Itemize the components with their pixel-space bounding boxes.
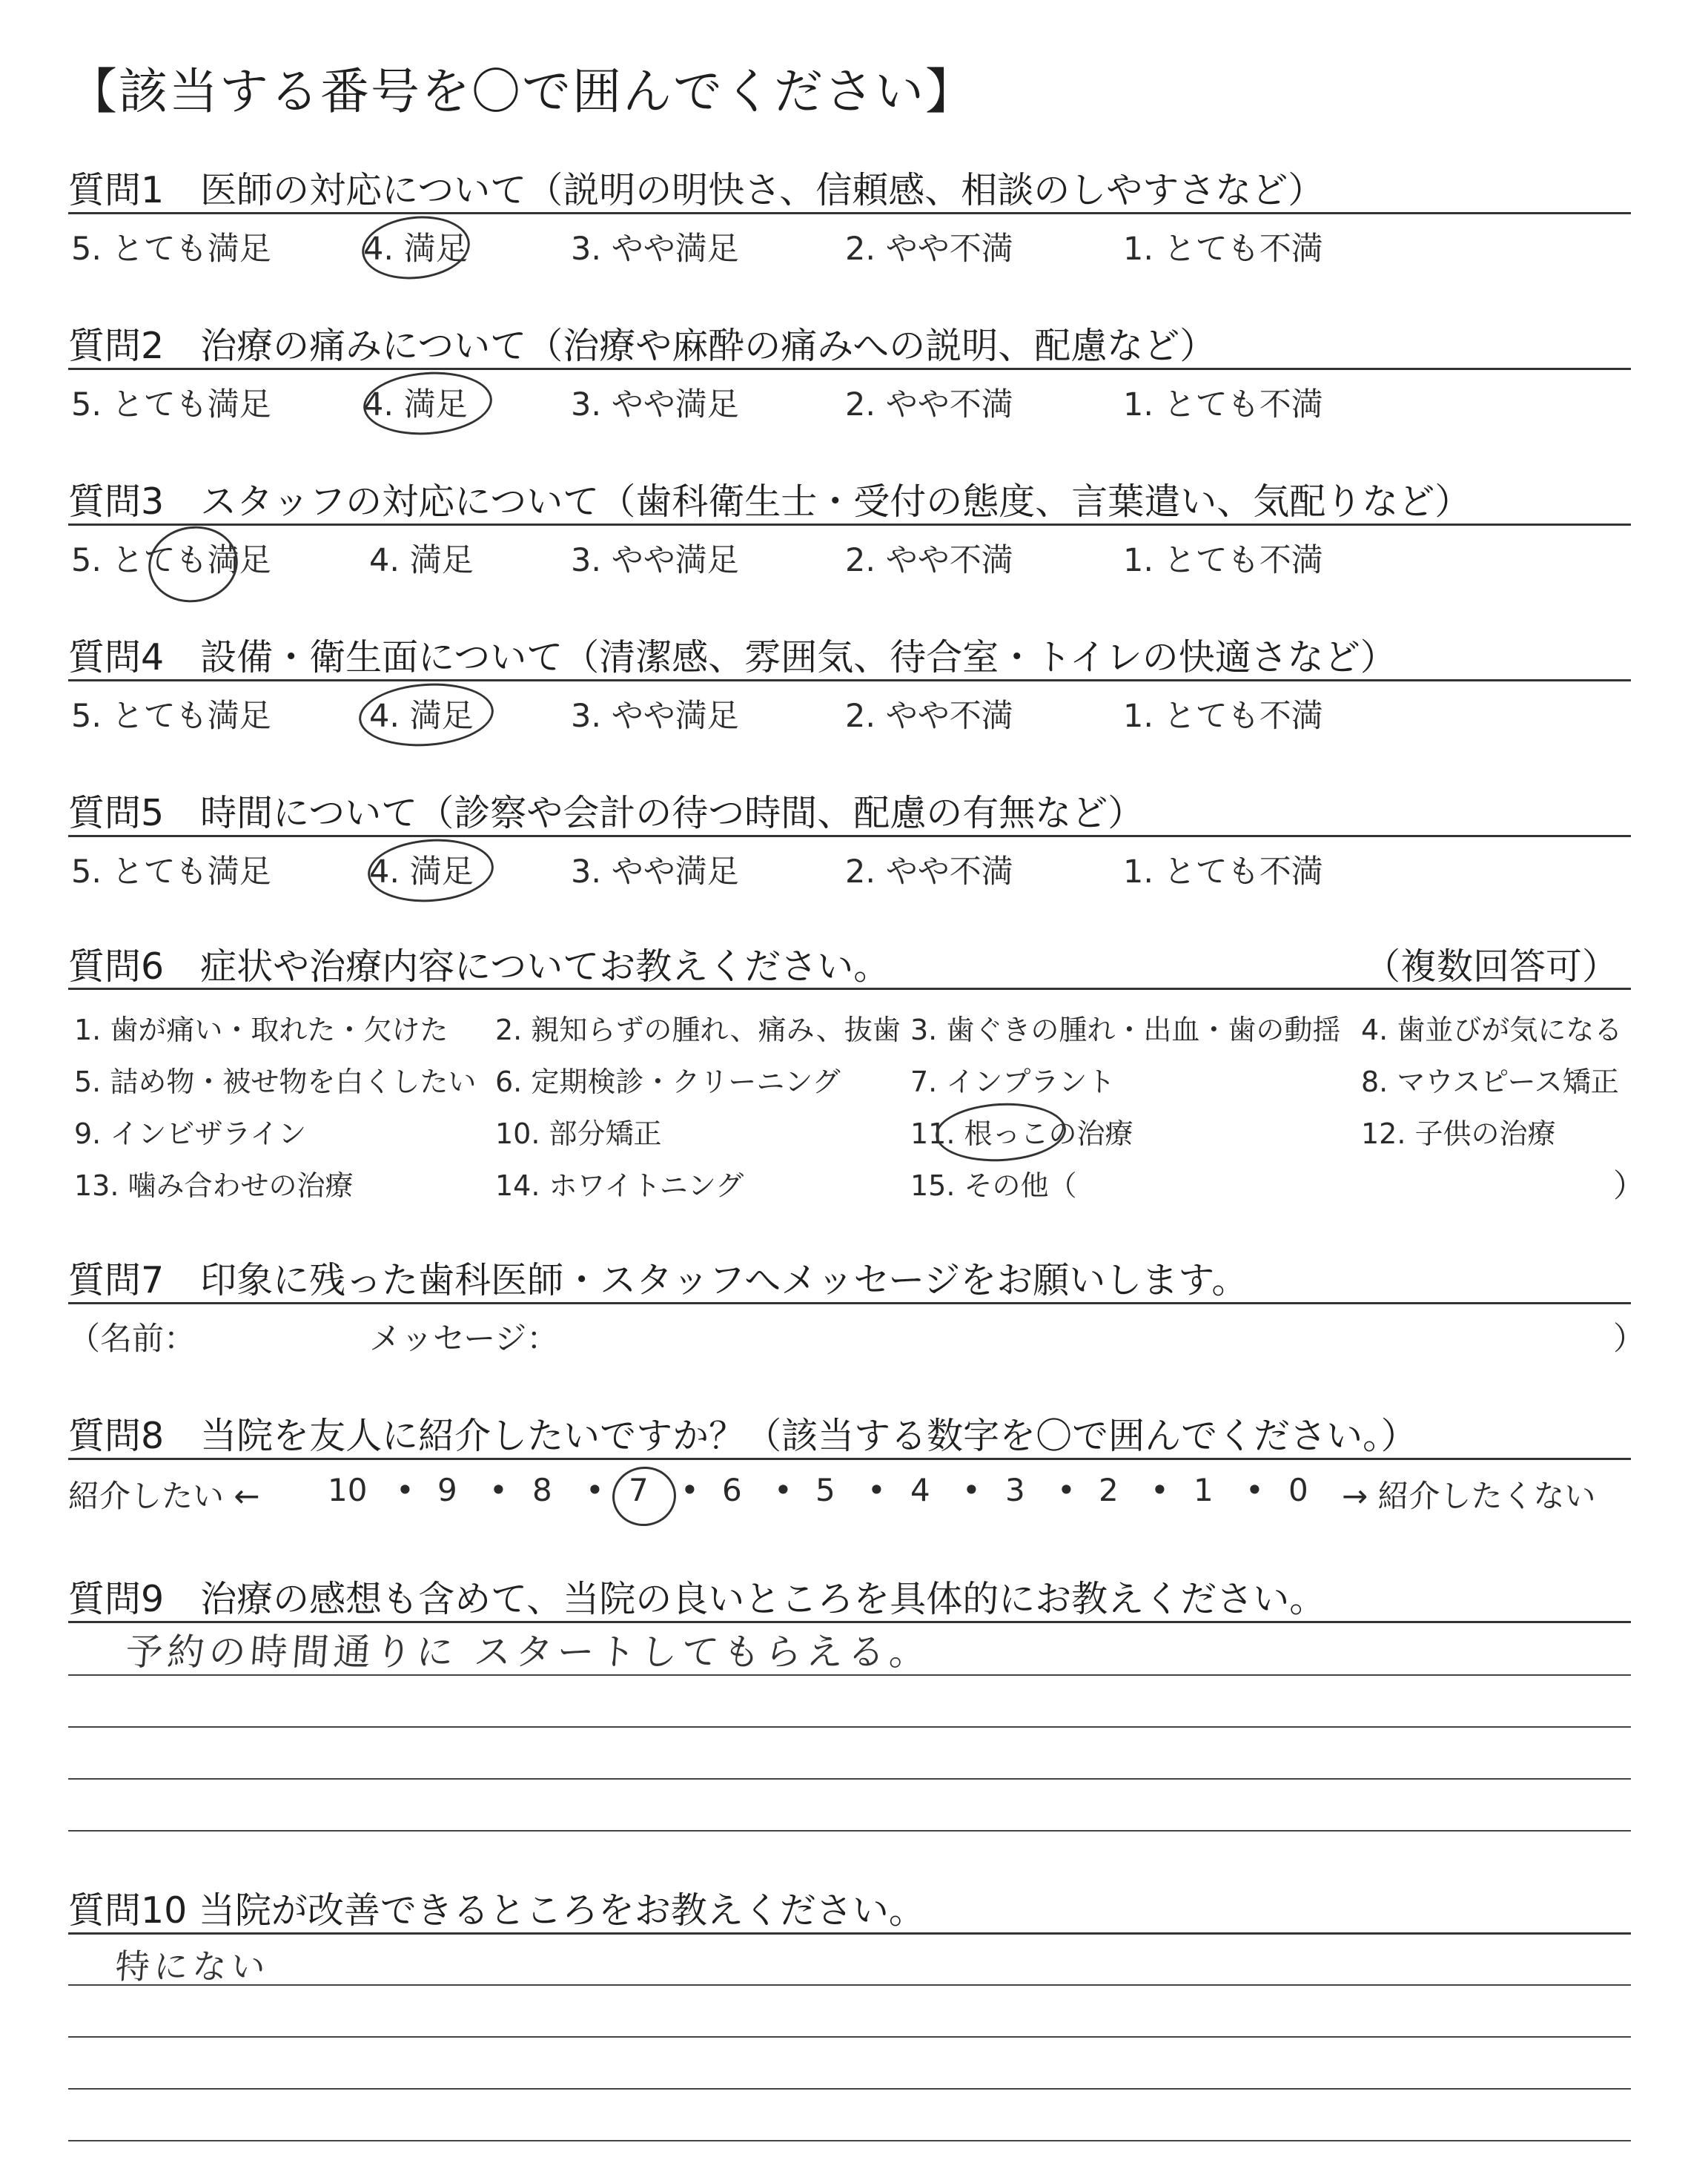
symptom-option[interactable]: 1. 歯が痛い・取れた・欠けた	[74, 1014, 448, 1046]
option-very-dissatisfied[interactable]: 1. とても不満	[1123, 386, 1323, 423]
symptom-option[interactable]: 9. インビザライン	[74, 1117, 307, 1150]
question-3-title: 質問3 スタッフの対応について（歯科衛生士・受付の態度、言葉遣い、気配りなど）	[68, 480, 1472, 523]
option-somewhat-dissatisfied[interactable]: 2. やや不満	[845, 542, 1013, 579]
answer-line	[68, 1674, 1631, 1676]
divider	[68, 835, 1631, 837]
option-satisfied[interactable]: 4. 満足	[369, 542, 474, 579]
symptom-option[interactable]: 12. 子供の治療	[1361, 1117, 1556, 1150]
answer-line	[68, 1984, 1631, 1986]
option-very-satisfied[interactable]: 5. とても満足	[71, 698, 271, 735]
close-paren: ）	[1613, 1168, 1645, 1205]
divider	[68, 679, 1631, 681]
symptom-option[interactable]: 10. 部分矯正	[495, 1117, 662, 1150]
scale-value[interactable]: 0	[1288, 1472, 1308, 1508]
answer-line	[68, 2140, 1631, 2141]
selection-circle	[934, 1100, 1068, 1164]
symptom-option[interactable]: 5. 詰め物・被せ物を白くしたい	[74, 1066, 477, 1098]
symptom-option[interactable]: 11. 根っこの治療	[910, 1117, 1133, 1150]
option-satisfied[interactable]: 4. 満足	[369, 698, 474, 735]
option-somewhat-dissatisfied[interactable]: 2. やや不満	[845, 853, 1013, 891]
answer-line	[68, 1726, 1631, 1728]
option-somewhat-satisfied[interactable]: 3. やや満足	[571, 853, 739, 891]
option-very-dissatisfied[interactable]: 1. とても不満	[1123, 853, 1323, 891]
option-somewhat-dissatisfied[interactable]: 2. やや不満	[845, 386, 1013, 423]
message-label: メッセージ：	[369, 1321, 559, 1358]
option-very-satisfied[interactable]: 5. とても満足	[71, 231, 271, 268]
option-satisfied[interactable]: 4. 満足	[363, 386, 468, 423]
selection-circle	[357, 679, 495, 750]
question-9-title: 質問9 治療の感想も含めて、当院の良いところを具体的にお教えください。	[68, 1578, 1326, 1620]
option-somewhat-dissatisfied[interactable]: 2. やや不満	[845, 698, 1013, 735]
question-10-title: 質問10 当院が改善できるところをお教えください。	[68, 1889, 925, 1932]
option-somewhat-satisfied[interactable]: 3. やや満足	[571, 698, 739, 735]
symptom-option[interactable]: 6. 定期検診・クリーニング	[495, 1066, 841, 1098]
option-somewhat-satisfied[interactable]: 3. やや満足	[571, 542, 739, 579]
question-1-title: 質問1 医師の対応について（説明の明快さ、信頼感、相談のしやすさなど）	[68, 169, 1325, 211]
scale-value[interactable]: 1	[1194, 1472, 1214, 1508]
divider	[68, 368, 1631, 370]
option-very-satisfied[interactable]: 5. とても満足	[71, 386, 271, 423]
option-somewhat-dissatisfied[interactable]: 2. やや不満	[845, 231, 1013, 268]
multiple-answers-note: （複数回答可）	[1364, 945, 1619, 988]
divider	[68, 1932, 1631, 1935]
handwritten-answer: 予約の時間通りに スタートしてもらえる。	[124, 1631, 933, 1674]
option-somewhat-satisfied[interactable]: 3. やや満足	[571, 231, 739, 268]
selection-circle	[365, 835, 495, 906]
symptom-option[interactable]: 13. 噛み合わせの治療	[74, 1169, 354, 1202]
selection-circle	[359, 211, 473, 285]
answer-line	[68, 1830, 1631, 1832]
scale-value[interactable]: 5	[815, 1472, 835, 1508]
selection-circle	[361, 368, 494, 439]
divider	[68, 212, 1631, 214]
question-6-title: 質問6 症状や治療内容についてお教えください。	[68, 945, 890, 988]
answer-line	[68, 2088, 1631, 2090]
divider	[68, 988, 1631, 990]
selection-circle	[609, 1462, 680, 1530]
divider	[68, 1302, 1631, 1304]
selection-circle	[142, 519, 244, 609]
symptom-option[interactable]: 8. マウスピース矯正	[1361, 1066, 1619, 1098]
scale-value[interactable]: 10	[328, 1472, 368, 1508]
scale-value[interactable]: 4	[910, 1472, 930, 1508]
option-very-satisfied[interactable]: 5. とても満足	[71, 542, 271, 579]
scale-left-label: 紹介したい ←	[68, 1478, 260, 1514]
scale-value[interactable]: 3	[1005, 1472, 1025, 1508]
survey-page: 【該当する番号を〇で囲んでください】 質問1 医師の対応について（説明の明快さ、信頼感、相談のしやすさなど） 5. とても満足 4. 満足 3. やや満足 2. やや不満 1. とても不満 質問2 治療の痛みについて（治療や麻酔の痛みへの説明、配慮など） 5. とても満足 4. 満足 3. やや満足 2. やや不満 1. とても不満 質問3 スタッフの対応について（歯科衛生士・受付の態度、言葉遣い、気配りなど） 5. とても満足 4. 満足 3. やや満足 2. やや不満 1. とても不満 質問4 設備・衛生面について（清潔感、雰囲気、待合室・トイレの快適さなど） 5. とても満足 4. 満足 3. やや満足 2. やや不満 1. とても不満 質問5 時間について（診察や会計の待つ時間、配慮の有無など） 5. とても満足 4. 満足 3. やや満足 2. やや不満 1. とても不満 質問6 症状や治療内容についてお教えください。 （複数回答可） 1. 歯が痛い・取れた・欠けた 2. 親知らずの腫れ、痛み、抜歯 3. 歯ぐきの腫れ・出血・歯の動揺 4. 歯並びが気になる 5. 詰め物・被せ物を白くしたい 6. 定期検診・クリーニング 7. インプラント 8. マウスピース矯正 9. インビザライン 10. 部分矯正 11. 根っこの治療 12. 子供の治療 13. 噛み合わせの治療 14. ホワイトニング 15. その他（ ） 質問7 印象に残った歯科医師・スタッフへメッセージをお願いします。 （名前： メッセージ： ） 質問8 当院を友人に紹介したいですか？（該当する数字を〇で囲んでください。） 紹介したい ← 10 • 9 • 8 • 7 • 6 • 5 • 4 • 3 • 2 • 1 • 0 → 紹介したくない 質問9 治療の感想も含めて、当院の良いところを具体的にお教えください。 予約の時間通りに スタートしてもらえる。 質問10 当院が改善できるところをお教えください。 特にない	[0, 0, 1708, 2160]
scale-right-label: → 紹介したくない	[1342, 1478, 1596, 1514]
symptom-option[interactable]: 3. 歯ぐきの腫れ・出血・歯の動揺	[910, 1014, 1341, 1046]
scale-value[interactable]: 2	[1099, 1472, 1119, 1508]
option-very-satisfied[interactable]: 5. とても満足	[71, 853, 271, 891]
divider	[68, 524, 1631, 526]
question-8-title: 質問8 当院を友人に紹介したいですか？（該当する数字を〇で囲んでください。）	[68, 1415, 1417, 1457]
option-satisfied[interactable]: 4. 満足	[363, 231, 468, 268]
question-2-title: 質問2 治療の痛みについて（治療や麻酔の痛みへの説明、配慮など）	[68, 325, 1217, 367]
option-very-dissatisfied[interactable]: 1. とても不満	[1123, 698, 1323, 735]
symptom-option[interactable]: 4. 歯並びが気になる	[1361, 1014, 1623, 1046]
scale-value[interactable]: 8	[532, 1472, 552, 1508]
handwritten-answer: 特にない	[113, 1946, 271, 1986]
divider	[68, 1458, 1631, 1460]
symptom-option[interactable]: 7. インプラント	[910, 1066, 1116, 1098]
scale-value[interactable]: 9	[437, 1472, 457, 1508]
answer-line	[68, 1778, 1631, 1780]
name-label: （名前：	[68, 1321, 196, 1358]
symptom-option[interactable]: 15. その他（	[910, 1169, 1077, 1202]
question-5-title: 質問5 時間について（診察や会計の待つ時間、配慮の有無など）	[68, 792, 1145, 834]
scale-value[interactable]: 7	[629, 1472, 649, 1508]
close-paren: ）	[1613, 1321, 1645, 1358]
symptom-option[interactable]: 14. ホワイトニング	[495, 1169, 744, 1202]
option-very-dissatisfied[interactable]: 1. とても不満	[1123, 542, 1323, 579]
option-satisfied[interactable]: 4. 満足	[369, 853, 474, 891]
answer-line	[68, 2036, 1631, 2038]
option-very-dissatisfied[interactable]: 1. とても不満	[1123, 231, 1323, 268]
question-4-title: 質問4 設備・衛生面について（清潔感、雰囲気、待合室・トイレの快適さなど）	[68, 636, 1397, 678]
question-7-title: 質問7 印象に残った歯科医師・スタッフへメッセージをお願いします。	[68, 1259, 1248, 1301]
page-title: 【該当する番号を〇で囲んでください】	[68, 63, 976, 120]
symptom-option[interactable]: 2. 親知らずの腫れ、痛み、抜歯	[495, 1014, 901, 1046]
option-somewhat-satisfied[interactable]: 3. やや満足	[571, 386, 739, 423]
scale-value[interactable]: 6	[722, 1472, 742, 1508]
